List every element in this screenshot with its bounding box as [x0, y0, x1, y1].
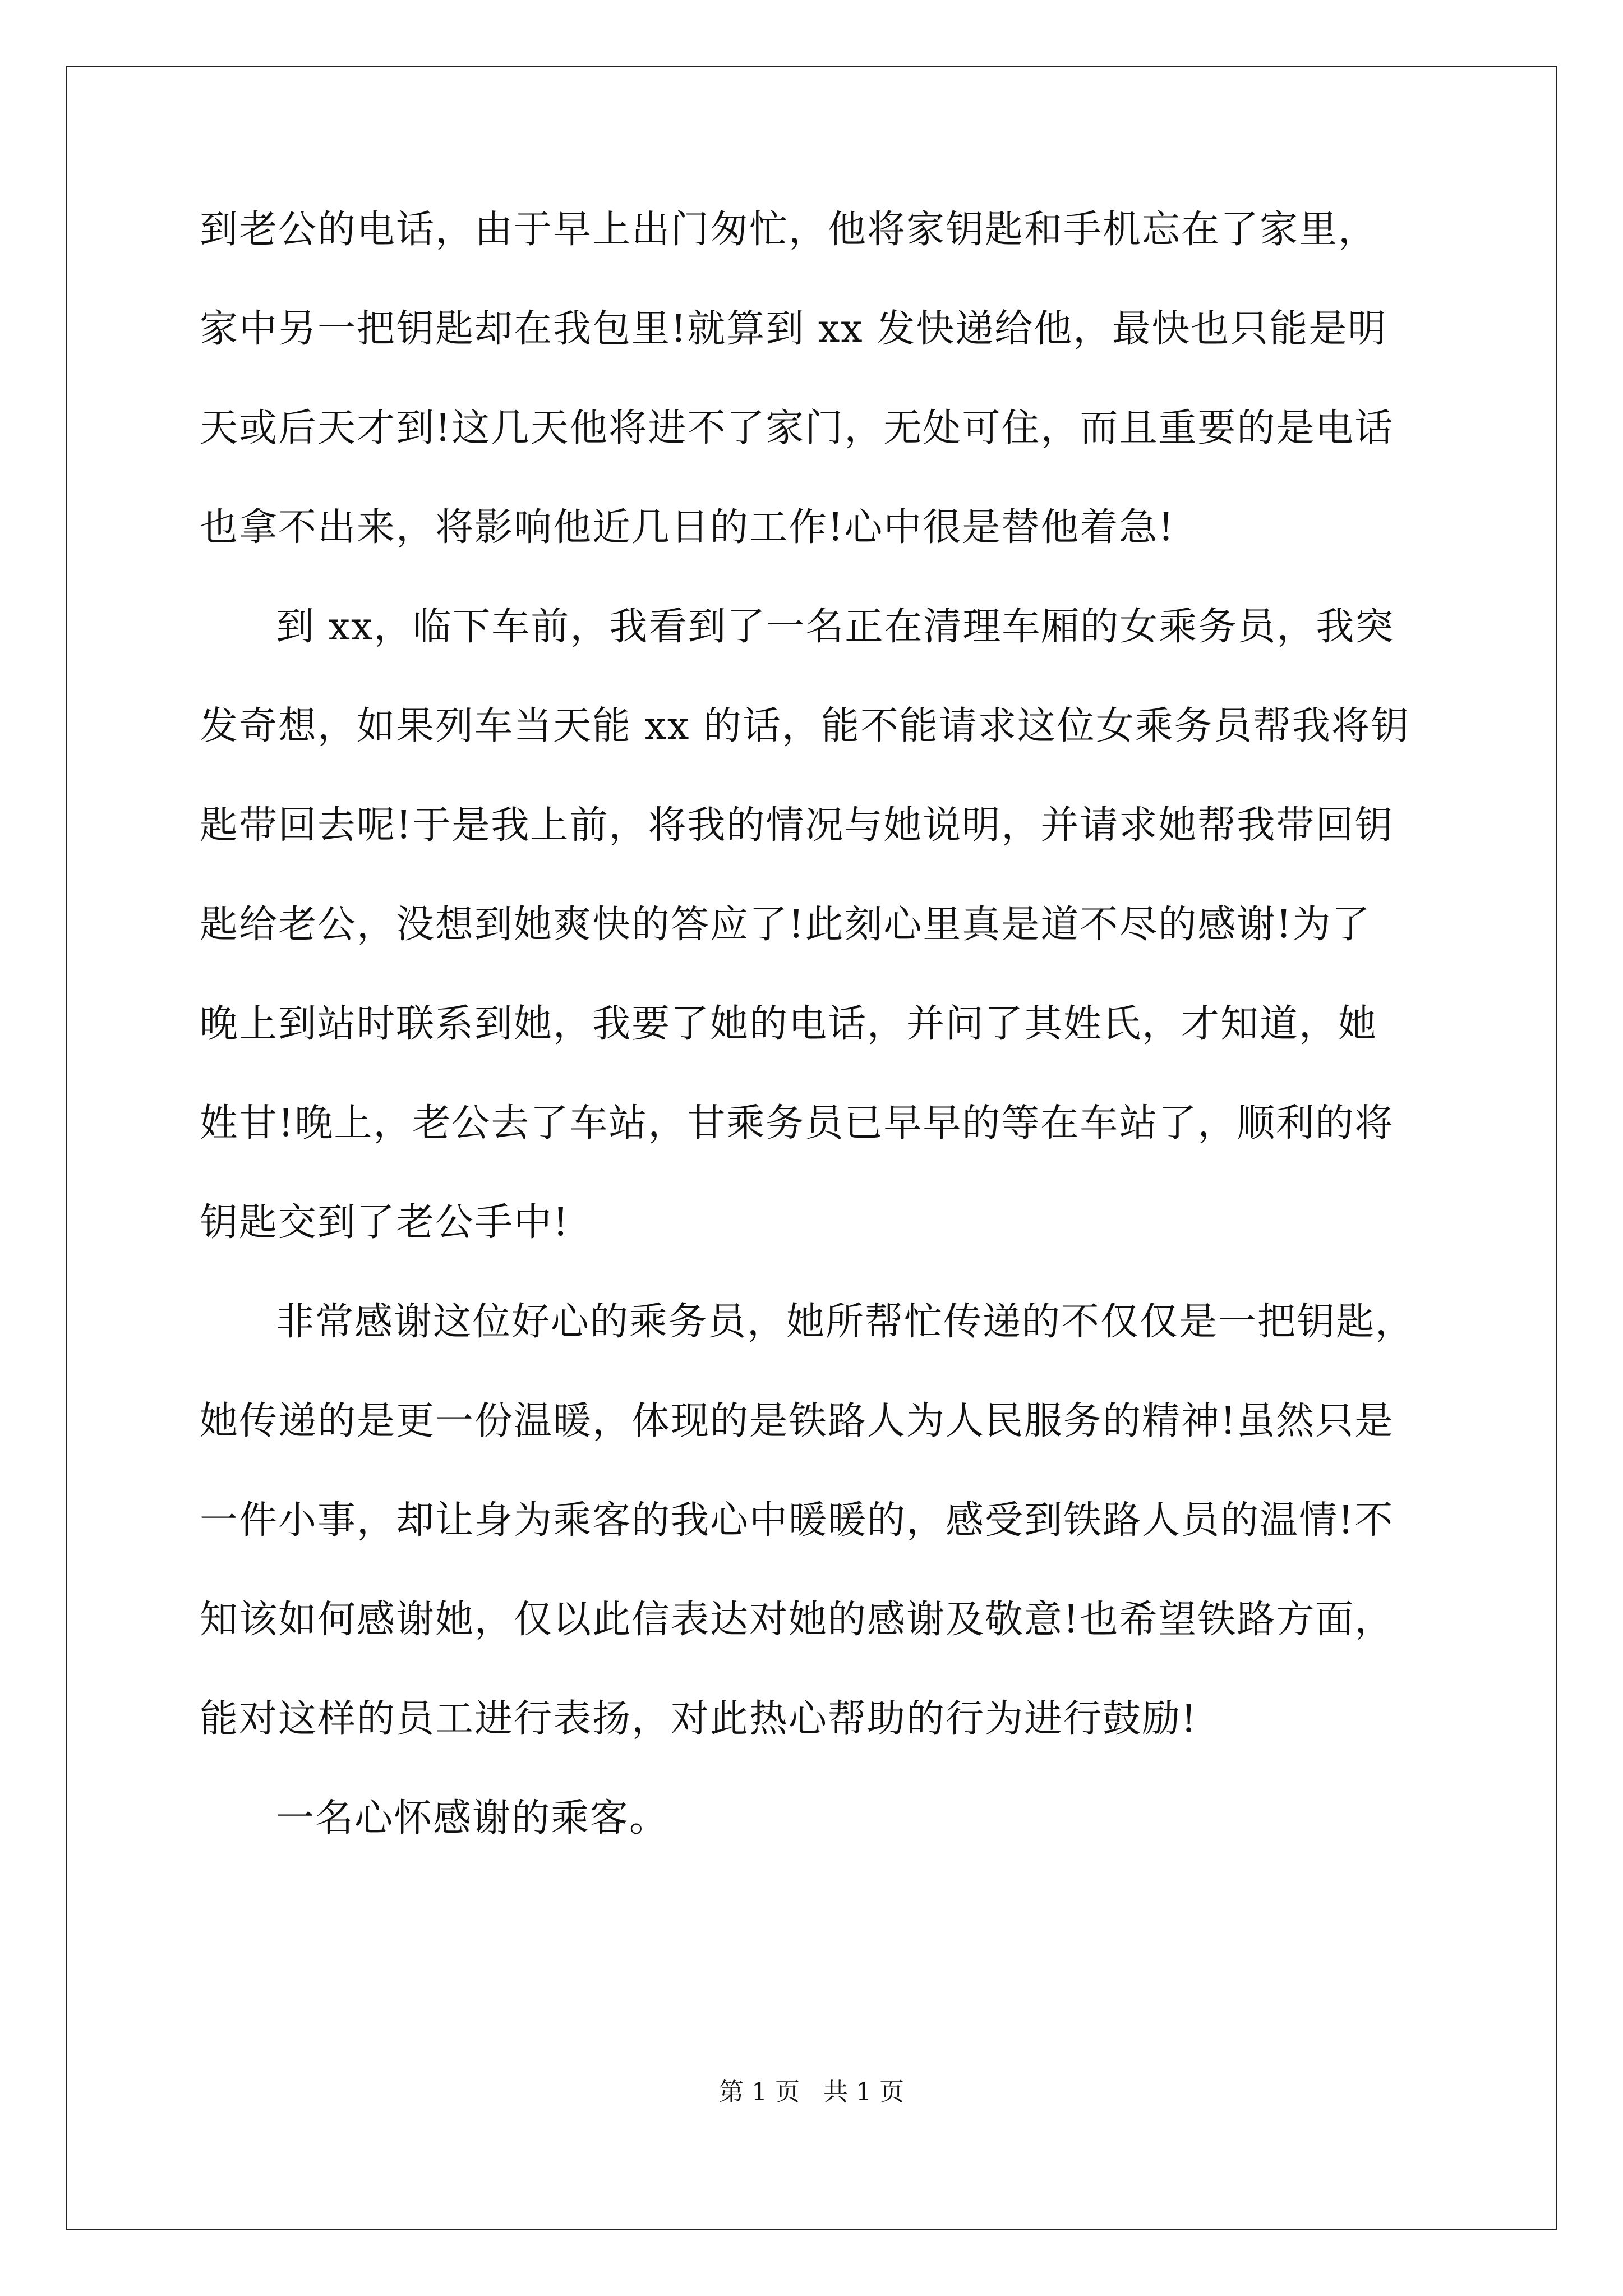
text-line: 一件小事，却让身为乘客的我心中暖暖的，感受到铁路人员的温情!不	[200, 1498, 1394, 1543]
text-line: 家中另一把钥匙却在我包里!就算到 xx 发快递给他，最快也只能是明	[200, 307, 1387, 351]
text-line: 非常感谢这位好心的乘务员，她所帮忙传递的不仅仅是一把钥匙，	[276, 1300, 1415, 1344]
text-line: 匙带回去呢!于是我上前，将我的情况与她说明，并请求她帮我带回钥	[200, 803, 1394, 848]
text-line: 到 xx，临下车前，我看到了一名正在清理车厢的女乘务员，我突	[276, 605, 1395, 649]
signature-line: 一名心怀感谢的乘客。	[276, 1796, 669, 1841]
text-line: 晚上到站时联系到她，我要了她的电话，并问了其姓氏，才知道，她	[200, 1002, 1378, 1046]
text-line: 到老公的电话，由于早上出门匆忙，他将家钥匙和手机忘在了家里，	[200, 208, 1378, 252]
text-line: 钥匙交到了老公手中!	[200, 1200, 570, 1245]
text-line: 发奇想，如果列车当天能 xx 的话，能不能请求这位女乘务员帮我将钥	[200, 704, 1410, 748]
text-line: 姓甘!晚上，老公去了车站，甘乘务员已早早的等在车站了，顺利的将	[200, 1101, 1394, 1145]
text-line: 也拿不出来，将影响他近几日的工作!心中很是替他着急!	[200, 505, 1175, 550]
text-line: 匙给老公，没想到她爽快的答应了!此刻心里真是道不尽的感谢!为了	[200, 903, 1371, 947]
text-line: 能对这样的员工进行表扬，对此热心帮助的行为进行鼓励!	[200, 1697, 1198, 1741]
text-line: 她传递的是更一份温暖，体现的是铁路人为人民服务的精神!虽然只是	[200, 1399, 1394, 1443]
text-line: 知该如何感谢她，仅以此信表达对她的感谢及敬意!也希望铁路方面，	[200, 1598, 1394, 1642]
page-number-footer: 第 1 页 共 1 页	[719, 2078, 904, 2106]
text-line: 天或后天才到!这几天他将进不了家门，无处可住，而且重要的是电话	[200, 406, 1394, 450]
